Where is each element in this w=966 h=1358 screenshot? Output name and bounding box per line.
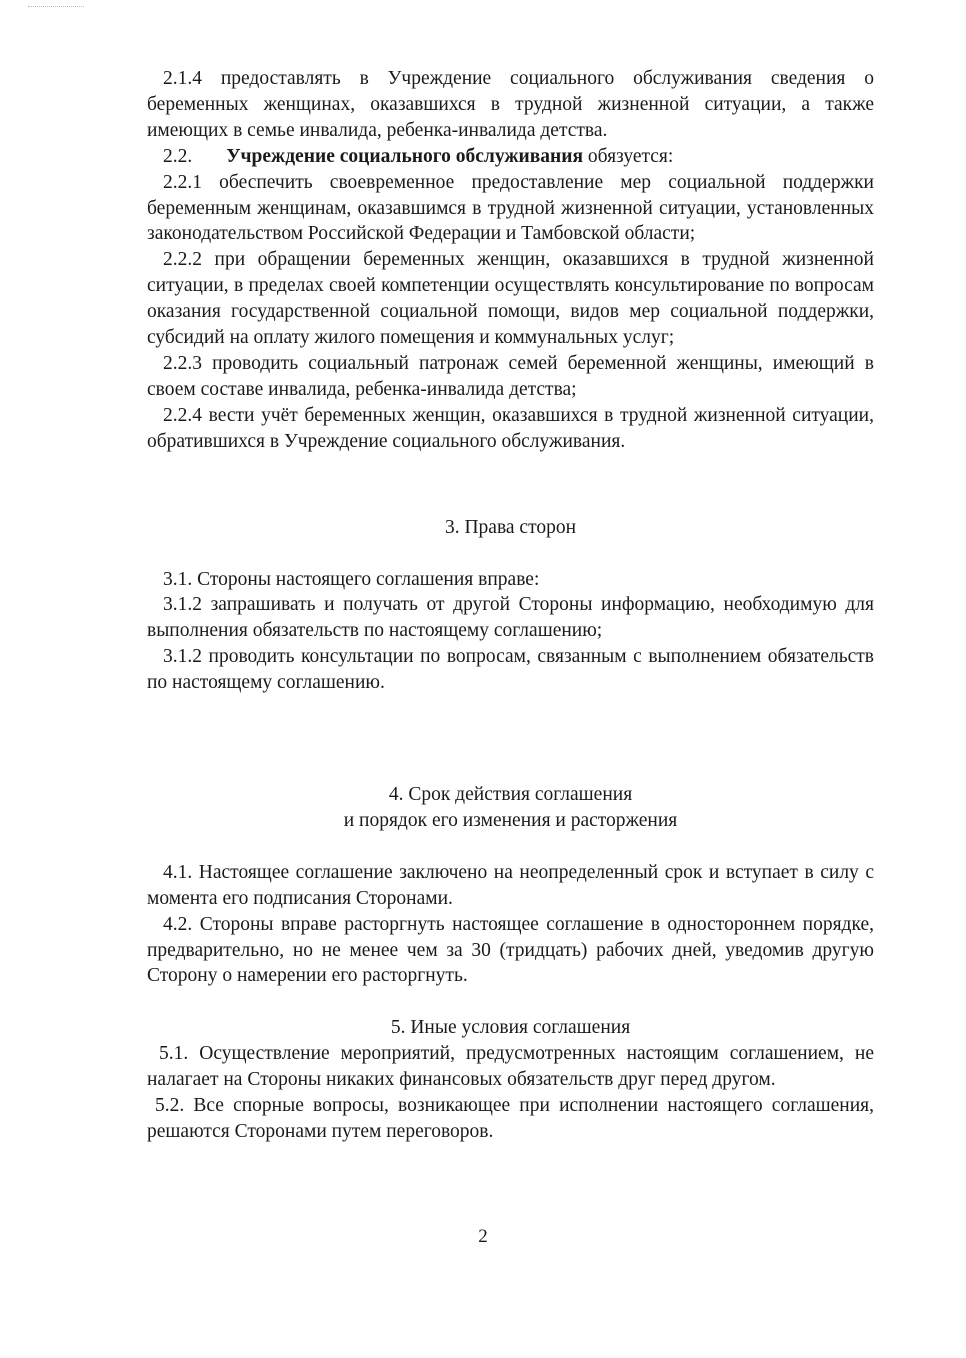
spacer — [147, 834, 874, 860]
section-5-heading: 5. Иные условия соглашения — [390, 1017, 631, 1039]
section-4-heading-line2: и порядок его изменения и расторжения — [343, 809, 678, 831]
section-3-heading: 3. Права сторон — [444, 516, 577, 538]
page-number: 2 — [478, 1226, 488, 1247]
clause-4-1: 4.1. Настоящее соглашение заключено на неопределенный срок и вступает в силу с момента его подписания Сторонами. — [147, 861, 874, 909]
clause-2-2-1: 2.2.1 обеспечить своевременное предоставление мер социальной поддержки беременным женщинам, оказавшимся в трудной жизненной ситуации, установленных законодательством Российской Федерации и Тамбовской области; — [147, 171, 874, 245]
clause-3-1-2-consult: 3.1.2 проводить консультации по вопросам, связанным с выполнением обязательств по настоящему соглашению. — [147, 646, 874, 694]
clause-2-2-2: 2.2.2 при обращении беременных женщин, оказавшихся в трудной жизненной ситуации, в пределах своей компетенции осуществлять консультирование по вопросам оказания государственной социальной помощи, видов мер социальной поддержки, субсидий на оплату жилого помещения и коммунальных услуг; — [147, 249, 874, 349]
spacer — [147, 989, 874, 1015]
clause-2-2-subject: Учреждение социального обслуживания — [226, 145, 584, 167]
clause-5-2: 5.2. Все спорные вопросы, возникающее при исполнении настоящего соглашения, решаются Сторонами путем переговоров. — [147, 1095, 874, 1142]
clause-2-2 — [147, 144, 874, 170]
scan-artifact-mark — [28, 6, 84, 15]
clause-4-2: 4.2. Стороны вправе расторгнуть настоящее соглашение в одностороннем порядке, предварительно, но не менее чем за 30 (тридцать) рабочих дней, уведомив другую Сторону о намерении его расторгнуть. — [147, 913, 874, 987]
clause-5-1: 5.1. Осуществление мероприятий, предусмотренных настоящим соглашением, не налагает на Стороны никаких финансовых обязательств друг перед другом. — [147, 1043, 874, 1091]
clause-2-2-number: 2.2. — [163, 145, 193, 167]
document-page — [147, 66, 874, 1145]
section-4-heading-line1: 4. Срок действия соглашения — [388, 784, 633, 806]
spacer — [147, 696, 874, 782]
clause-2-2-3: 2.2.3 проводить социальный патронаж семей беременной женщины, имеющий в своем составе инвалида, ребенка-инвалида детства; — [147, 352, 874, 400]
clause-3-1-2-request: 3.1.2 запрашивать и получать от другой Стороны информацию, необходимую для выполнения обязательств по настоящему соглашению; — [147, 594, 874, 642]
clause-2-2-verb: обязуется: — [583, 145, 674, 167]
spacer — [147, 541, 874, 567]
clause-3-1: 3.1. Стороны настоящего соглашения вправе: — [163, 568, 540, 590]
clause-2-2-4: 2.2.4 вести учёт беременных женщин, оказавшихся в трудной жизненной ситуации, обратившихся в Учреждение социального обслуживания. — [147, 404, 874, 452]
clause-2-1-4: 2.1.4 предоставлять в Учреждение социального обслуживания сведения о беременных женщинах, оказавшихся в трудной жизненной ситуации, а также имеющих в семье инвалида, ребенка-инвалида детства. — [147, 68, 874, 141]
spacer — [147, 455, 874, 515]
